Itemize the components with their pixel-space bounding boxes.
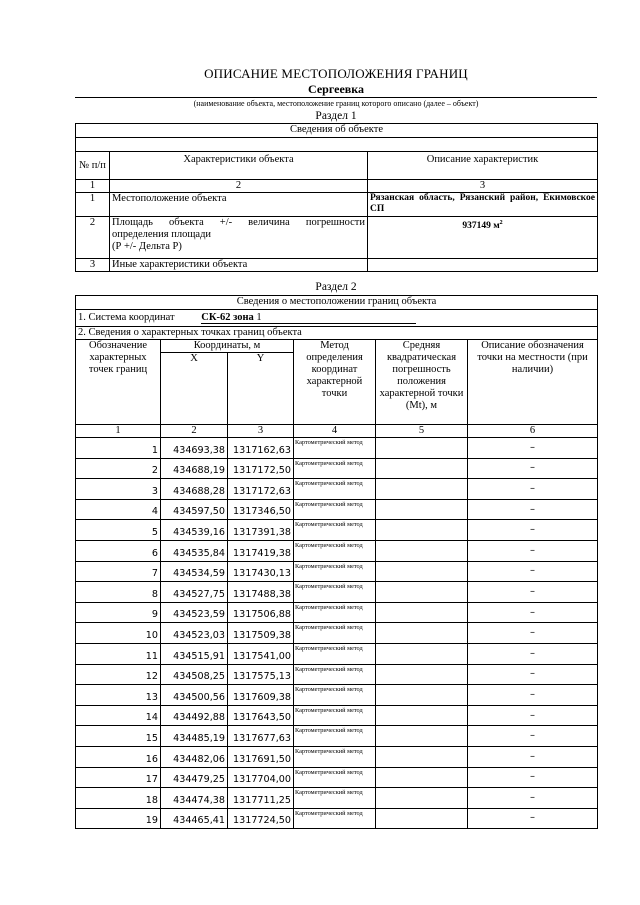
point-accuracy xyxy=(376,808,468,829)
point-y: 1317677,63 xyxy=(228,726,294,747)
point-accuracy xyxy=(376,643,468,664)
point-y: 1317488,38 xyxy=(228,582,294,603)
point-y: 1317430,13 xyxy=(228,561,294,582)
point-method: Картометрический метод xyxy=(294,582,376,603)
point-y: 1317172,50 xyxy=(228,458,294,479)
point-x: 434482,06 xyxy=(161,746,228,767)
point-row xyxy=(76,746,598,767)
section1-idx-1: 1 xyxy=(76,180,110,193)
point-number: 8 xyxy=(76,582,161,603)
section1-spacer xyxy=(76,138,598,152)
point-x: 434479,25 xyxy=(161,767,228,788)
point-y: 1317711,25 xyxy=(228,788,294,809)
coord-system-row xyxy=(76,310,598,327)
section2-idx-4: 4 xyxy=(294,425,376,438)
point-accuracy xyxy=(376,438,468,459)
point-accuracy xyxy=(376,520,468,541)
section1-row-value: Рязанская область, Рязанский район, Екимовское СП xyxy=(368,193,598,217)
point-accuracy xyxy=(376,746,468,767)
point-y: 1317391,38 xyxy=(228,520,294,541)
point-number: 15 xyxy=(76,726,161,747)
point-number: 4 xyxy=(76,499,161,520)
point-row xyxy=(76,520,598,541)
section1-col-desc: Описание характеристик xyxy=(368,152,598,180)
point-method: Картометрический метод xyxy=(294,499,376,520)
point-number: 5 xyxy=(76,520,161,541)
point-desc: – xyxy=(468,726,598,747)
point-row xyxy=(76,767,598,788)
section2-label: Раздел 2 xyxy=(315,281,357,293)
point-y: 1317704,00 xyxy=(228,767,294,788)
point-accuracy xyxy=(376,685,468,706)
col-method: Метод определения координат характерной точки xyxy=(294,340,376,425)
point-method: Картометрический метод xyxy=(294,808,376,829)
points-heading: 2. Сведения о характерных точках границ объекта xyxy=(76,327,598,340)
point-x: 434534,59 xyxy=(161,561,228,582)
point-number: 1 xyxy=(76,438,161,459)
point-method: Картометрический метод xyxy=(294,520,376,541)
point-y: 1317575,13 xyxy=(228,664,294,685)
section2-idx-3: 3 xyxy=(228,425,294,438)
point-x: 434535,84 xyxy=(161,540,228,561)
area-value: 937149 м xyxy=(462,221,500,232)
point-row xyxy=(76,685,598,706)
point-accuracy xyxy=(376,499,468,520)
point-number: 13 xyxy=(76,685,161,706)
point-number: 16 xyxy=(76,746,161,767)
point-number: 11 xyxy=(76,643,161,664)
point-number: 3 xyxy=(76,479,161,500)
point-row xyxy=(76,499,598,520)
section1-table xyxy=(75,123,598,272)
point-desc: – xyxy=(468,664,598,685)
point-x: 434485,19 xyxy=(161,726,228,747)
point-number: 12 xyxy=(76,664,161,685)
col-y: Y xyxy=(228,353,294,425)
coord-system-label: 1. Система координат xyxy=(78,312,175,323)
point-desc: – xyxy=(468,643,598,664)
col-point: Обозначение характерных точек границ xyxy=(76,340,161,425)
section2-idx-5: 5 xyxy=(376,425,468,438)
section1-heading: Сведения об объекте xyxy=(76,124,598,138)
point-y: 1317509,38 xyxy=(228,623,294,644)
point-row xyxy=(76,438,598,459)
col-x: X xyxy=(161,353,228,425)
point-method: Картометрический метод xyxy=(294,561,376,582)
point-x: 434597,50 xyxy=(161,499,228,520)
section1-col-char: Характеристики объекта xyxy=(110,152,368,180)
coord-system-value: СК-62 зона xyxy=(201,312,254,323)
point-x: 434508,25 xyxy=(161,664,228,685)
point-desc: – xyxy=(468,458,598,479)
section1-row-name: Местоположение объекта xyxy=(110,193,368,217)
point-number: 14 xyxy=(76,705,161,726)
point-row xyxy=(76,540,598,561)
point-desc: – xyxy=(468,582,598,603)
point-desc: – xyxy=(468,561,598,582)
point-x: 434515,91 xyxy=(161,643,228,664)
section1-row-num: 1 xyxy=(76,193,110,217)
section1-row-num: 2 xyxy=(76,217,110,259)
point-method: Картометрический метод xyxy=(294,438,376,459)
point-row xyxy=(76,582,598,603)
section1-row-num: 3 xyxy=(76,259,110,272)
section1-row-value xyxy=(368,259,598,272)
section1-row-name: Иные характеристики объекта xyxy=(110,259,368,272)
point-row xyxy=(76,808,598,829)
point-row xyxy=(76,602,598,623)
point-x: 434523,59 xyxy=(161,602,228,623)
section1-idx-2: 2 xyxy=(110,180,368,193)
point-x: 434465,41 xyxy=(161,808,228,829)
point-desc: – xyxy=(468,520,598,541)
point-accuracy xyxy=(376,664,468,685)
point-method: Картометрический метод xyxy=(294,746,376,767)
point-method: Картометрический метод xyxy=(294,767,376,788)
point-accuracy xyxy=(376,623,468,644)
point-method: Картометрический метод xyxy=(294,788,376,809)
point-row xyxy=(76,561,598,582)
section1-label: Раздел 1 xyxy=(315,110,357,122)
object-name: Сергеевка xyxy=(308,82,364,96)
point-row xyxy=(76,664,598,685)
point-desc: – xyxy=(468,540,598,561)
point-accuracy xyxy=(376,767,468,788)
point-accuracy xyxy=(376,726,468,747)
object-name-underline xyxy=(75,97,597,98)
point-row xyxy=(76,458,598,479)
coord-system-field xyxy=(201,312,416,324)
area-name-line-1: Площадь объекта +/- величина погрешности xyxy=(112,217,365,228)
area-unit-sup: 2 xyxy=(499,220,503,226)
point-method: Картометрический метод xyxy=(294,685,376,706)
section1-row-name xyxy=(110,217,368,259)
point-number: 6 xyxy=(76,540,161,561)
point-x: 434688,19 xyxy=(161,458,228,479)
point-accuracy xyxy=(376,788,468,809)
point-desc: – xyxy=(468,499,598,520)
point-x: 434474,38 xyxy=(161,788,228,809)
point-row xyxy=(76,726,598,747)
point-x: 434688,28 xyxy=(161,479,228,500)
point-number: 9 xyxy=(76,602,161,623)
point-desc: – xyxy=(468,685,598,706)
area-name-line-3: (Р +/- Дельта Р) xyxy=(112,241,182,252)
col-desc: Описание обозначения точки на местности (при наличии) xyxy=(468,340,598,425)
point-y: 1317643,50 xyxy=(228,705,294,726)
section1-col-num: № п/п xyxy=(76,152,110,180)
point-desc: – xyxy=(468,746,598,767)
coord-system-zone: 1 xyxy=(256,312,262,323)
section1-idx-3: 3 xyxy=(368,180,598,193)
point-y: 1317609,38 xyxy=(228,685,294,706)
point-method: Картометрический метод xyxy=(294,726,376,747)
section2-idx-1: 1 xyxy=(76,425,161,438)
point-row xyxy=(76,643,598,664)
point-number: 7 xyxy=(76,561,161,582)
point-desc: – xyxy=(468,602,598,623)
point-row xyxy=(76,479,598,500)
point-accuracy xyxy=(376,705,468,726)
document-title: ОПИСАНИЕ МЕСТОПОЛОЖЕНИЯ ГРАНИЦ xyxy=(204,66,468,81)
point-row xyxy=(76,623,598,644)
object-name-note: (наименование объекта, местоположение границ которого описано (далее – объект) xyxy=(193,99,479,108)
point-method: Картометрический метод xyxy=(294,540,376,561)
point-method: Картометрический метод xyxy=(294,479,376,500)
col-accuracy: Средняя квадратическая погрешность положения характерной точки (Mt), м xyxy=(376,340,468,425)
point-method: Картометрический метод xyxy=(294,643,376,664)
point-y: 1317506,88 xyxy=(228,602,294,623)
point-x: 434523,03 xyxy=(161,623,228,644)
section1-row-value xyxy=(368,217,598,259)
point-method: Картометрический метод xyxy=(294,602,376,623)
point-accuracy xyxy=(376,582,468,603)
point-x: 434693,38 xyxy=(161,438,228,459)
point-accuracy xyxy=(376,540,468,561)
point-number: 18 xyxy=(76,788,161,809)
point-desc: – xyxy=(468,788,598,809)
area-name-line-2: определения площади xyxy=(112,229,212,240)
point-number: 10 xyxy=(76,623,161,644)
section2-idx-6: 6 xyxy=(468,425,598,438)
col-coords: Координаты, м xyxy=(161,340,294,353)
section2-table xyxy=(75,295,598,829)
point-y: 1317724,50 xyxy=(228,808,294,829)
point-desc: – xyxy=(468,808,598,829)
point-y: 1317541,00 xyxy=(228,643,294,664)
point-row xyxy=(76,705,598,726)
point-number: 17 xyxy=(76,767,161,788)
point-method: Картометрический метод xyxy=(294,664,376,685)
point-x: 434527,75 xyxy=(161,582,228,603)
point-desc: – xyxy=(468,438,598,459)
point-method: Картометрический метод xyxy=(294,705,376,726)
point-desc: – xyxy=(468,479,598,500)
point-y: 1317162,63 xyxy=(228,438,294,459)
point-accuracy xyxy=(376,458,468,479)
point-desc: – xyxy=(468,705,598,726)
point-number: 2 xyxy=(76,458,161,479)
point-row xyxy=(76,788,598,809)
point-y: 1317346,50 xyxy=(228,499,294,520)
point-y: 1317419,38 xyxy=(228,540,294,561)
point-number: 19 xyxy=(76,808,161,829)
point-desc: – xyxy=(468,623,598,644)
point-method: Картометрический метод xyxy=(294,458,376,479)
points-body xyxy=(76,438,598,829)
section2-idx-2: 2 xyxy=(161,425,228,438)
point-accuracy xyxy=(376,479,468,500)
section2-heading: Сведения о местоположении границ объекта xyxy=(76,296,598,310)
point-y: 1317691,50 xyxy=(228,746,294,767)
point-x: 434539,16 xyxy=(161,520,228,541)
point-desc: – xyxy=(468,767,598,788)
point-y: 1317172,63 xyxy=(228,479,294,500)
point-x: 434500,56 xyxy=(161,685,228,706)
point-method: Картометрический метод xyxy=(294,623,376,644)
point-accuracy xyxy=(376,602,468,623)
point-accuracy xyxy=(376,561,468,582)
point-x: 434492,88 xyxy=(161,705,228,726)
